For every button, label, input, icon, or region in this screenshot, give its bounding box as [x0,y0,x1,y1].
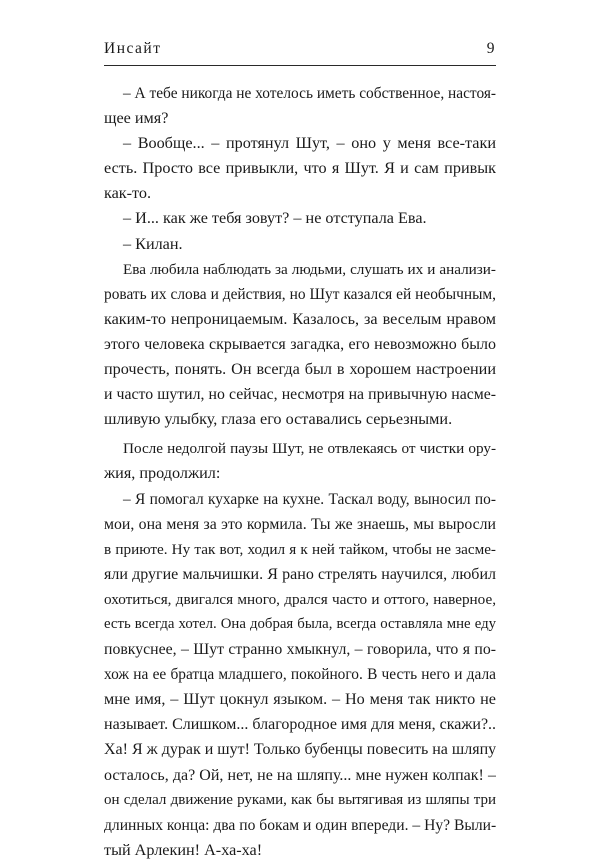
text-line: мои, она меня за это кормила. Ты же знаешь, мы выросли [104,515,496,533]
text-line: – Вообще... – протянул Шут, – оно у меня все-таки [123,134,496,153]
text-line: повкуснее, – Шут странно хмыкнул, – говорила, что я по- [104,641,496,659]
text-line: тый Арлекин! А-ха-ха! [104,840,263,859]
text-line: в приюте. Ну так вот, ходил я к ней тайком, чтобы не засме- [104,540,496,558]
text-line: мне имя, – Шут цокнул языком. – Но меня так никто не [104,690,496,709]
text-line: называет. Слишком... благородное имя для меня, скажи?.. [104,716,496,734]
text-line: осталось, да? Ой, нет, не на шляпу... мне нужен колпак! – [104,766,496,784]
text-line: каким-то непроницаемым. Казалось, за веселым нравом [104,309,496,328]
text-line: этого человека скрывается загадка, его невозможно было [104,335,496,353]
text-line: шливую улыбку, глаза его оставались серьезными. [104,410,453,429]
text-line: – Килан. [123,234,183,253]
header-rule [104,65,496,66]
text-line: Ха! Я ж дурак и шут! Только бубенцы повесить на шляпу [104,741,496,759]
text-line: он сделал движение руками, как бы вытягивая из шляпы три [104,791,496,808]
body-text [104,81,496,863]
text-line: как-то. [104,184,152,203]
text-line: Ева любила наблюдать за людьми, слушать их и анализи- [123,260,496,278]
text-line: длинных конца: два по бокам и один впереди. – Ну? Выли- [104,816,496,834]
text-line: и часто шутил, но сейчас, несмотря на привычную насме- [104,386,496,404]
text-line: жия, продолжил: [104,464,221,483]
running-header [104,40,496,64]
text-line: прочесть, понять. Он всегда был в хорошем настроении [104,360,496,379]
text-line: щее имя? [104,109,169,128]
text-line: – И... как же тебя зовут? – не отступала Ева. [123,209,427,228]
text-line: – А тебе никогда не хотелось иметь собственное, настоя- [123,85,496,102]
page-number: 9 [486,40,496,57]
text-line: яли другие мальчишки. Я рано стрелять научился, любил [104,565,496,583]
book-title: Инсайт [104,40,162,57]
text-line: охотиться, двигался много, дрался часто и оттого, наверное, [104,590,496,608]
text-line: есть. Просто все привыкли, что я Шут. Я и сам привык [104,159,496,178]
text-line: – Я помогал кухарке на кухне. Таскал воду, выносил по- [123,490,496,508]
text-line: хож на ее братца младшего, покойного. В честь него и дала [104,666,496,684]
text-line: После недолгой паузы Шут, не отвлекаясь от чистки ору- [123,440,496,458]
text-line: ровать их слова и действия, но Шут казался ей необычным, [104,285,496,303]
text-line: есть всегда хотел. Она добрая была, всегда оставляла мне еду [104,615,496,632]
